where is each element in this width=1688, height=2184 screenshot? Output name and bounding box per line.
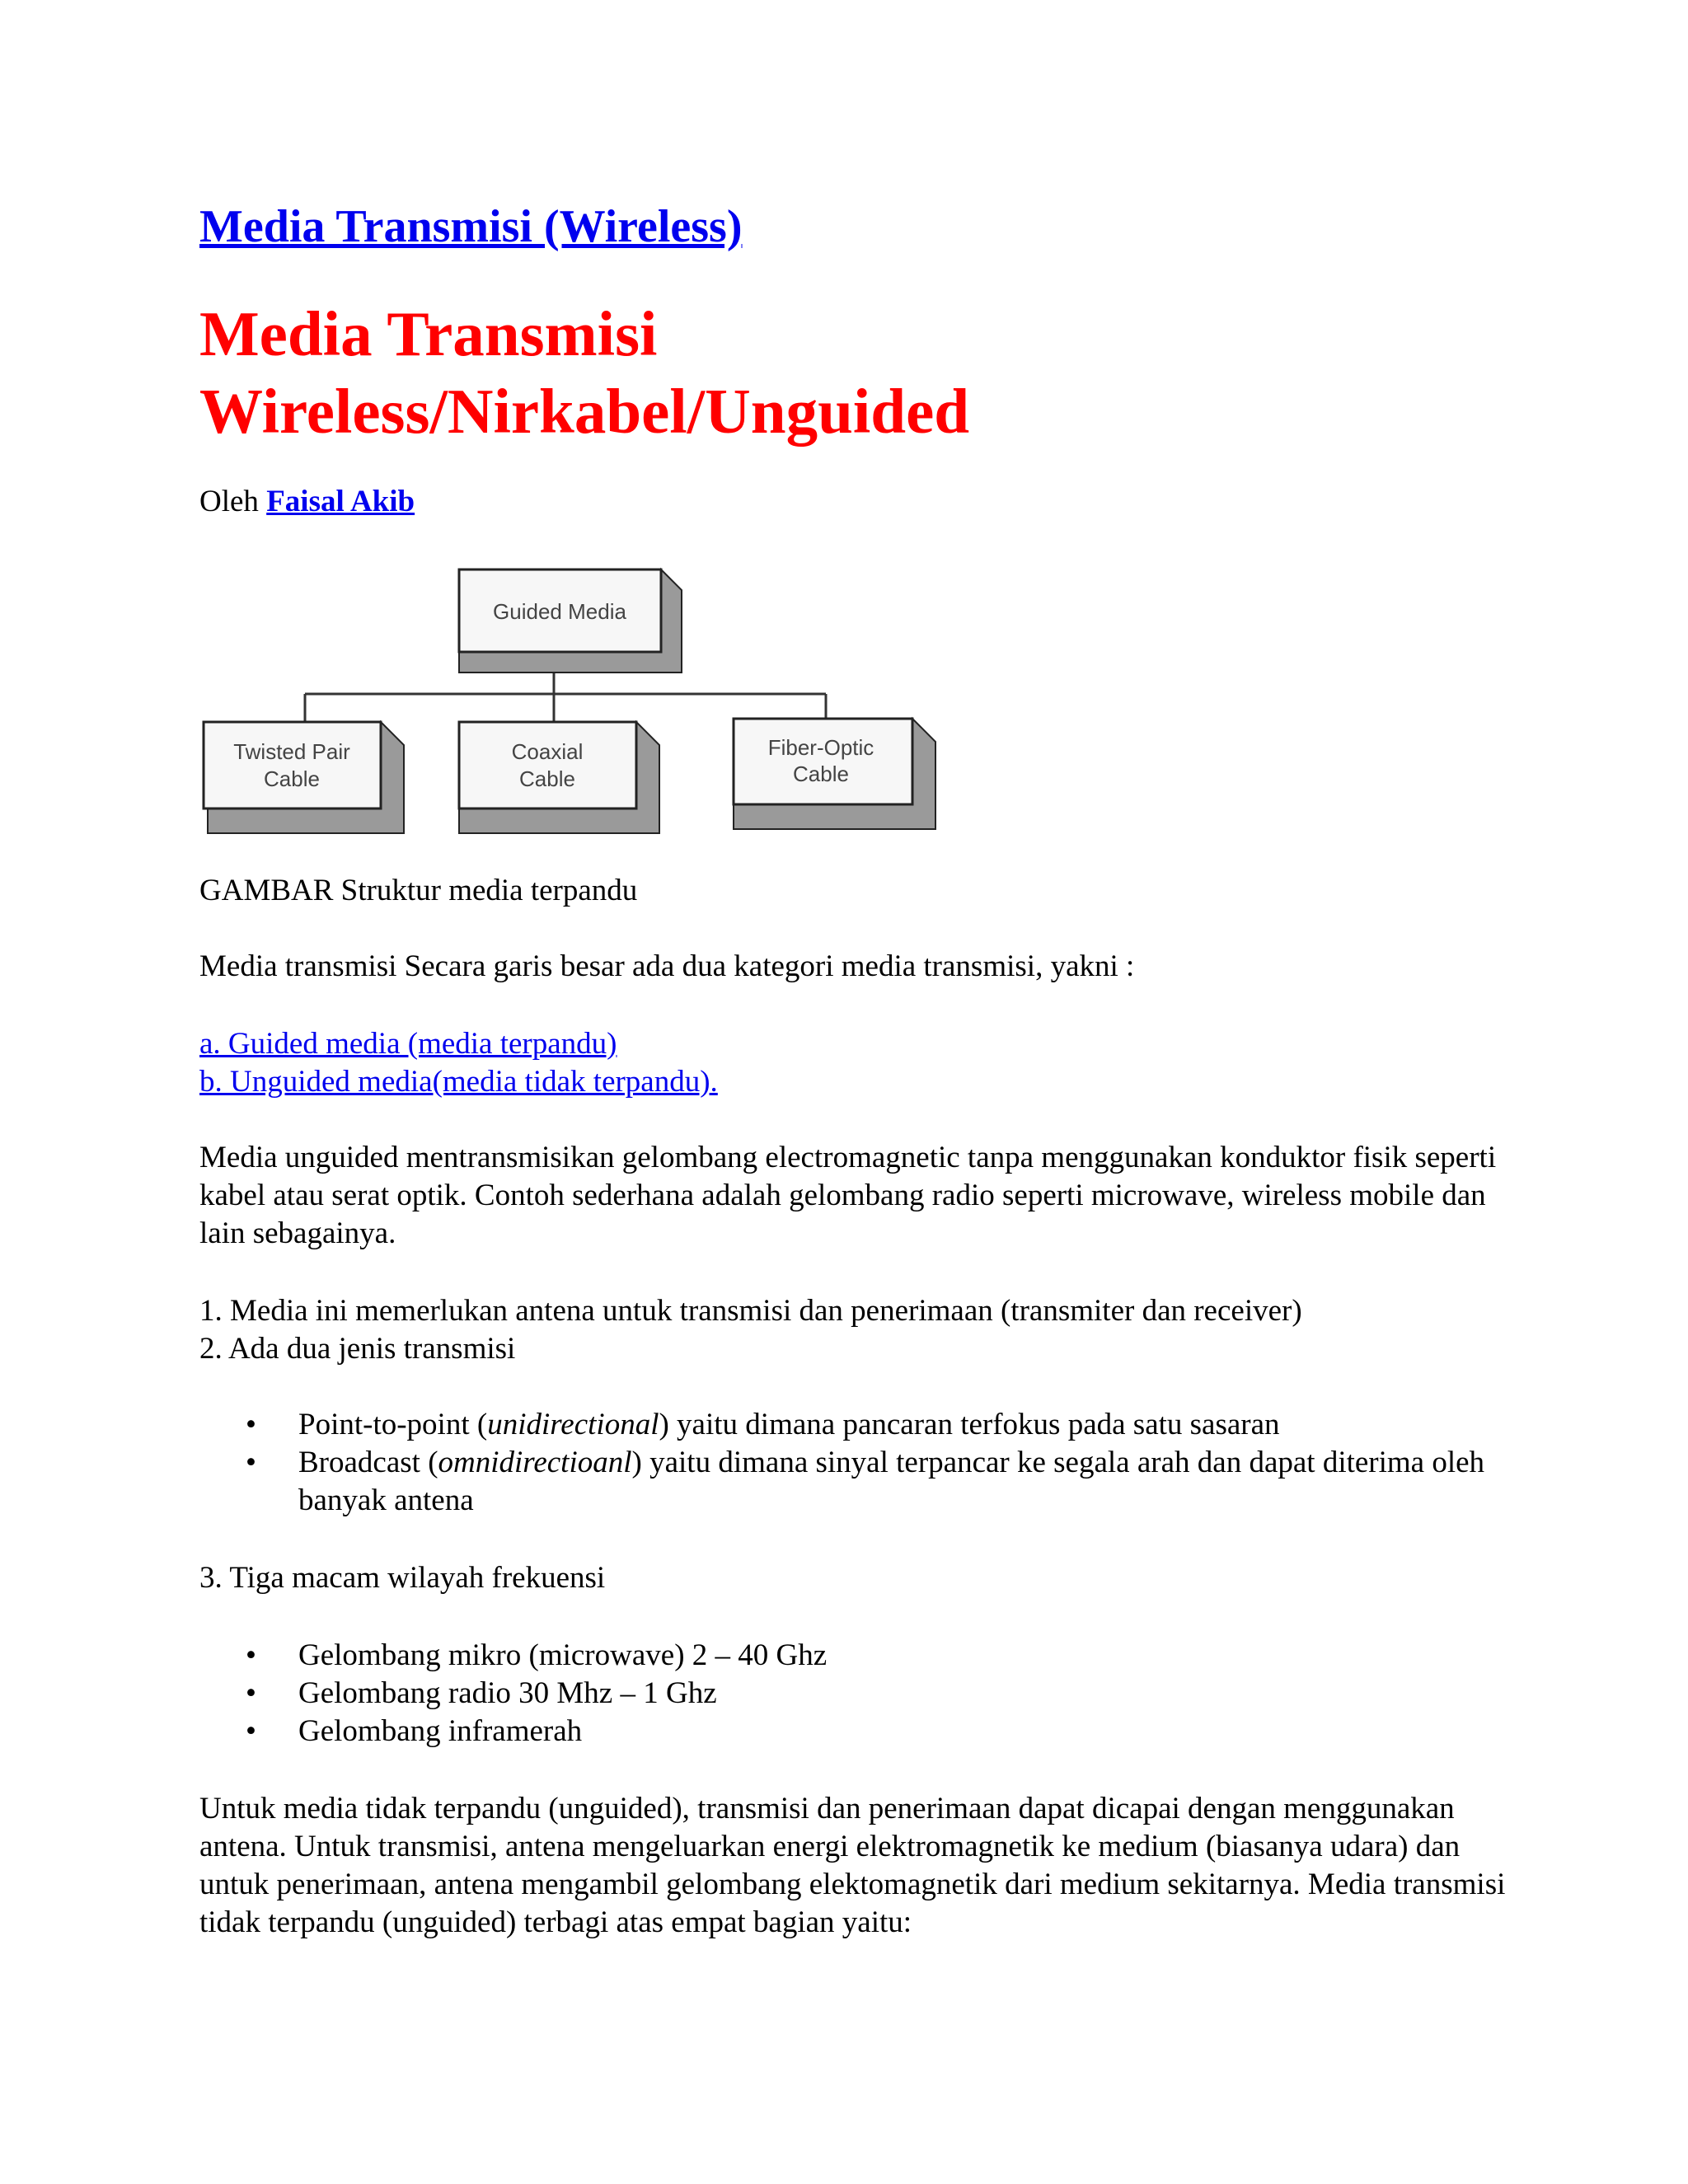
point-3: 3. Tiga macam wilayah frekuensi [199,1561,606,1595]
list-item: • Point-to-point (unidirectional) yaitu dimana pancaran terfokus pada satu sasaran [199,1406,1535,1444]
diagram-node-2-line2: Cable [519,766,575,791]
category-link-unguided[interactable]: b. Unguided media(media tidak terpandu). [199,1065,718,1099]
bullet-icon: • [246,1676,256,1710]
diagram-node-3-line2: Cable [793,762,849,786]
intro-paragraph [199,948,1535,986]
numbered-points [199,1292,1535,1368]
bullet-icon: • [246,1408,256,1441]
list-item: • Gelombang mikro (microwave) 2 – 40 Ghz [199,1637,1535,1675]
unguided-paragraph [199,1139,1535,1253]
transmission-types-list [199,1406,1535,1520]
main-heading-line2: Wireless/Nirkabel/Unguided [199,376,970,447]
diagram-node-3-line1: Fiber-Optic [767,735,874,760]
final-text: Untuk media tidak terpandu (unguided), transmisi dan penerimaan dapat dicapai dengan menggunakan antena. Untuk transmisi, antena mengeluarkan energi elektromagnetik ke medium (biasanya udara) dan untuk penerimaan, antena mengambil gelombang elektomagnetik dari medium sekitarnya. Media transmisi tidak terpandu (unguided) terbagi atas empat bagian yaitu: [199,1792,1506,1939]
point-1: 1. Media ini memerlukan antena untuk transmisi dan penerimaan (transmiter dan receiver) [199,1294,1302,1328]
diagram-node-coaxial [459,722,659,833]
post-title [199,198,743,255]
figure-caption-text: GAMBAR Struktur media terpandu [199,874,638,907]
frequency-list [199,1637,1535,1750]
category-links [199,1025,1535,1101]
list-item: • Broadcast (omnidirectioanl) yaitu dimana sinyal terpancar ke segala arah dan dapat diterima oleh banyak antena [246,1446,1485,1517]
diagram-node-twisted-pair [204,722,404,833]
point-2: 2. Ada dua jenis transmisi [199,1332,516,1366]
point-3-block [199,1559,1535,1597]
diagram-node-root-label: Guided Media [493,599,626,624]
final-paragraph [199,1790,1535,1942]
guided-media-diagram [199,557,941,837]
diagram-connectors [305,668,826,722]
post-title-link[interactable]: Media Transmisi (Wireless) [199,201,743,252]
category-link-guided[interactable]: a. Guided media (media terpandu) [199,1027,617,1061]
diagram-node-guided-media [459,569,682,673]
list-item: • Gelombang radio 30 Mhz – 1 Ghz [199,1675,1535,1713]
diagram-node-1-line1: Twisted Pair [233,739,350,764]
bullet-icon: • [246,1446,256,1479]
byline [199,483,415,521]
diagram-node-1-line2: Cable [264,766,320,791]
list-item: • Gelombang inframerah [199,1713,1535,1750]
bullet-icon: • [246,1638,256,1672]
diagram-node-fiber-optic [734,719,935,829]
intro-text: Media transmisi Secara garis besar ada dua kategori media transmisi, yakni : [199,949,1135,983]
main-heading-line1: Media Transmisi [199,298,658,369]
author-link[interactable]: Faisal Akib [266,485,415,518]
bullet-icon: • [246,1714,256,1748]
unguided-text: Media unguided mentransmisikan gelombang electromagnetic tanpa menggunakan konduktor fisik seperti kabel atau serat optik. Contoh sederhana adalah gelombang radio seperti microwave, wireless mobile dan lain sebagainya. [199,1141,1497,1250]
diagram-node-2-line1: Coaxial [511,739,584,764]
main-heading [199,295,969,450]
figure-caption [199,872,1535,910]
byline-prefix: Oleh [199,485,259,518]
